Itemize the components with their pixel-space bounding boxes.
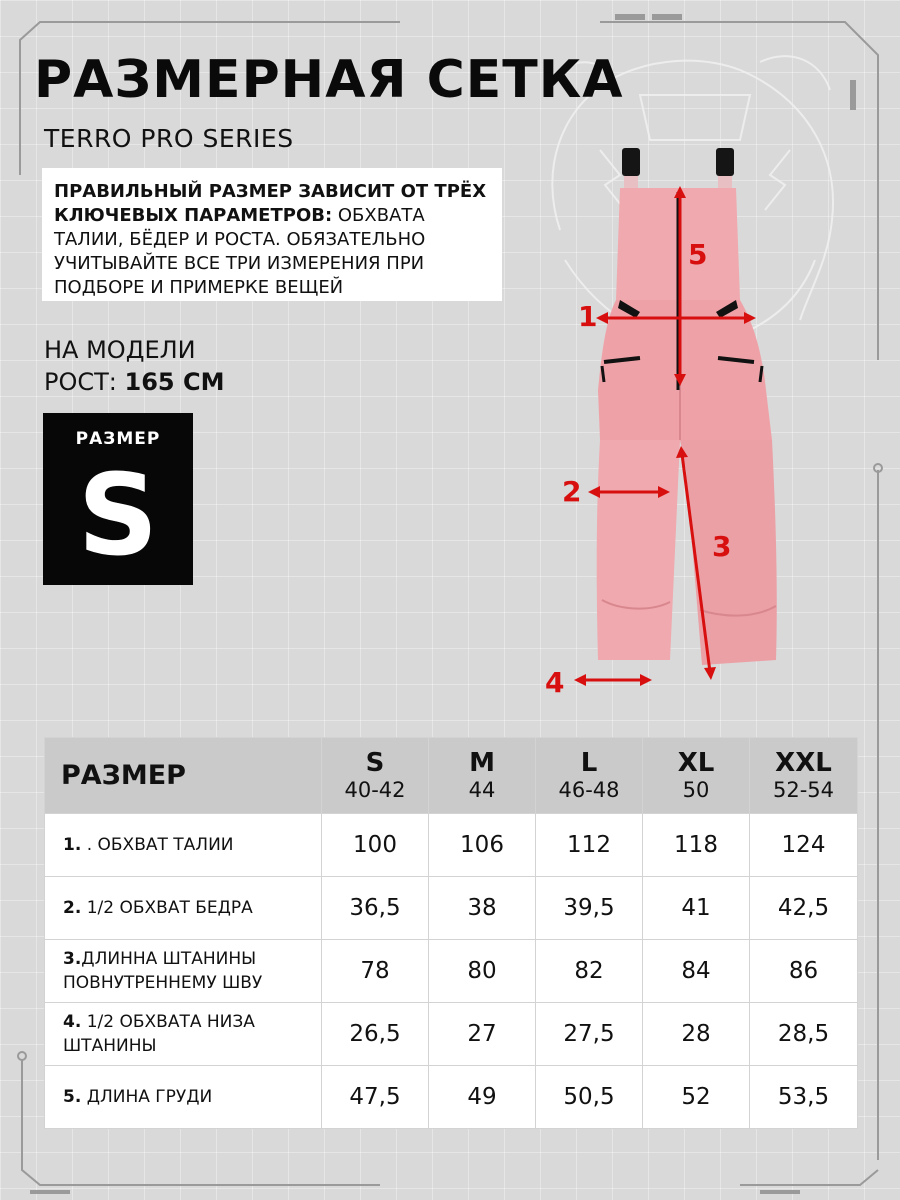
table-cell: 118 [643, 814, 750, 877]
table-cell: 106 [429, 814, 536, 877]
marker-5: 5 [688, 238, 708, 271]
size-col-s [322, 738, 429, 814]
table-row [45, 1003, 858, 1066]
row-label: 4. 1/2 ОБХВАТА НИЗА ШТАНИНЫ [45, 1003, 322, 1066]
table-cell: 47,5 [322, 1066, 429, 1129]
size-name: S [365, 747, 385, 778]
sizing-info-box [42, 168, 502, 301]
table-cell: 42,5 [750, 877, 858, 940]
size-name: XXL [775, 747, 832, 778]
row-label: 1. . ОБХВАТ ТАЛИИ [45, 814, 322, 877]
model-caption: НА МОДЕЛИ [44, 336, 196, 364]
row-label: 5. ДЛИНА ГРУДИ [45, 1066, 322, 1129]
table-cell: 38 [429, 877, 536, 940]
table-cell: 112 [536, 814, 643, 877]
model-size-badge [43, 413, 193, 585]
bib-pants-body [597, 148, 777, 665]
size-name: M [469, 747, 495, 778]
table-cell: 27,5 [536, 1003, 643, 1066]
size-badge-value: S [77, 451, 159, 581]
size-badge-label: РАЗМЕР [75, 429, 161, 449]
size-col-xxl [750, 738, 858, 814]
table-cell: 78 [322, 940, 429, 1003]
size-col-xl [643, 738, 750, 814]
size-name: L [580, 747, 598, 778]
size-range: 40-42 [344, 777, 406, 802]
table-cell: 28,5 [750, 1003, 858, 1066]
info-regular-text: ОБХВАТА ТАЛИИ, БЁДЕР И РОСТА. ОБЯЗАТЕЛЬНО УЧИТЫВАЙТЕ ВСЕ ТРИ ИЗМЕРЕНИЯ ПРИ ПОДБОРЕ И ПРИМЕРКЕ ВЕЩЕЙ [54, 205, 426, 298]
size-table [44, 737, 858, 1129]
series-subtitle: TERRO PRO SERIES [44, 124, 294, 153]
size-col-m [429, 738, 536, 814]
model-height [44, 366, 224, 398]
marker-3: 3 [712, 530, 732, 563]
info-bold-text: ПРАВИЛЬНЫЙ РАЗМЕР ЗАВИСИТ ОТ ТРЁХ КЛЮЧЕВЫХ ПАРАМЕТРОВ: [54, 181, 487, 226]
table-cell: 86 [750, 940, 858, 1003]
size-col-l [536, 738, 643, 814]
table-cell: 82 [536, 940, 643, 1003]
table-row [45, 877, 858, 940]
row-label: 3.ДЛИННА ШТАНИНЫ ПОВНУТРЕННЕМУ ШВУ [45, 940, 322, 1003]
marker-1: 1 [578, 300, 598, 333]
model-info [44, 334, 224, 398]
table-cell: 84 [643, 940, 750, 1003]
marker-4: 4 [545, 666, 565, 699]
model-height-value: 165 СМ [124, 368, 225, 396]
model-height-label: РОСТ: [44, 368, 125, 396]
table-row [45, 1066, 858, 1129]
table-cell: 26,5 [322, 1003, 429, 1066]
table-cell: 80 [429, 940, 536, 1003]
table-cell: 100 [322, 814, 429, 877]
table-cell: 41 [643, 877, 750, 940]
size-range: 52-54 [772, 777, 835, 802]
table-cell: 124 [750, 814, 858, 877]
size-range: 50 [682, 777, 710, 802]
table-cell: 36,5 [322, 877, 429, 940]
table-cell: 39,5 [536, 877, 643, 940]
table-cell: 53,5 [750, 1066, 858, 1129]
row-label: 2. 1/2 ОБХВАТ БЕДРА [45, 877, 322, 940]
table-header-row [45, 738, 858, 814]
table-header-label: РАЗМЕР [45, 738, 322, 814]
marker-2: 2 [562, 475, 582, 508]
bib-pants-illustration [540, 140, 800, 700]
table-row [45, 940, 858, 1003]
table-row [45, 814, 858, 877]
table-cell: 27 [429, 1003, 536, 1066]
table-cell: 49 [429, 1066, 536, 1129]
page-title: РАЗМЕРНАЯ СЕТКА [34, 50, 624, 110]
table-cell: 50,5 [536, 1066, 643, 1129]
size-name: XL [677, 747, 715, 778]
table-cell: 28 [643, 1003, 750, 1066]
size-range: 46-48 [558, 777, 620, 802]
table-cell: 52 [643, 1066, 750, 1129]
size-range: 44 [468, 777, 496, 802]
